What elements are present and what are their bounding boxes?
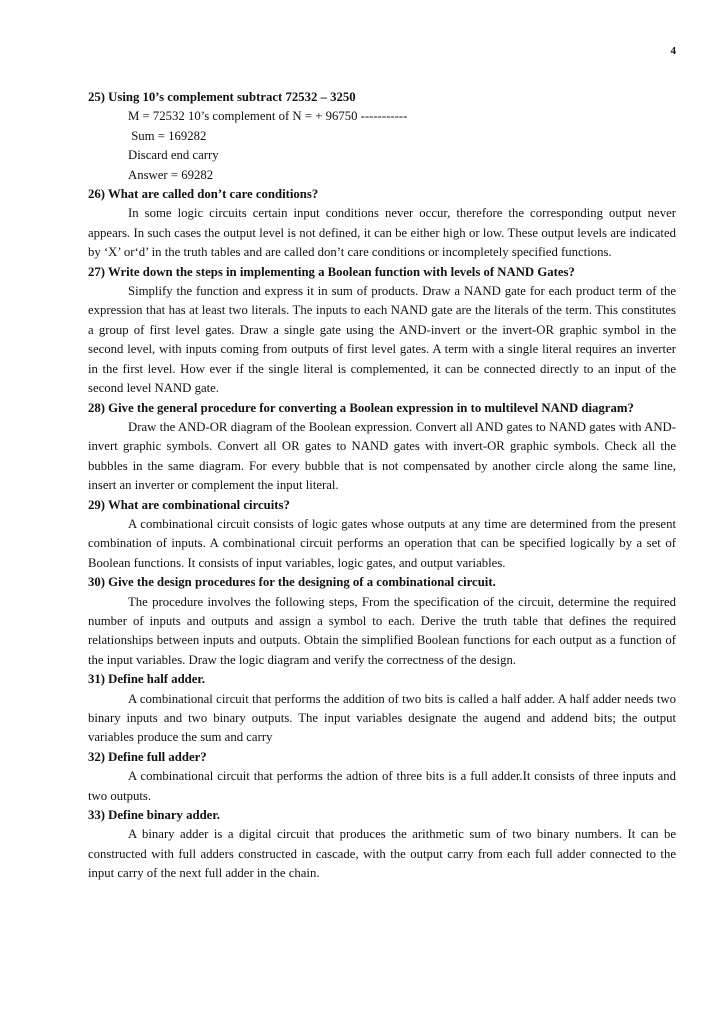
question-31-title: 31) Define half adder. bbox=[88, 672, 206, 687]
question-33-title: 33) Define binary adder. bbox=[88, 808, 220, 823]
question-30-title: 30) Give the design procedures for the designing of a combinational circuit. bbox=[88, 575, 496, 590]
document-body bbox=[88, 88, 676, 884]
question-27-title: 27) Write down the steps in implementing a Boolean function with levels of NAND Gates? bbox=[88, 264, 575, 279]
question-28-title: 28) Give the general procedure for converting a Boolean expression in to multilevel NAND diagram? bbox=[88, 400, 634, 415]
question-29-answer: A combinational circuit consists of logic gates whose outputs at any time are determined from the present combination of inputs. A combinational circuit performs an operation that can be specified logically by a set of Boolean functions. It consists of input variables, logic gates, and output variables. bbox=[88, 516, 676, 570]
question-28-answer: Draw the AND-OR diagram of the Boolean expression. Convert all AND gates to NAND gates with AND-invert graphic symbols. Convert all OR gates to NAND gates with invert-OR graphic symbols. Check all the bubbles in the same diagram. For every bubble that is not compensated by another circle along the same line, insert an inverter or complement the input literal. bbox=[88, 419, 676, 493]
question-27-answer: Simplify the function and express it in sum of products. Draw a NAND gate for each product term of the expression that has at least two literals. The inputs to each NAND gate are the literals of the term. This constitutes a group of first level gates. Draw a single gate using the AND-invert or the invert-OR graphic symbol in the second level, with inputs coming from outputs of first level gates. A term with a single literal requires an inverter in the first level. How ever if the single literal is complemented, it can be connected directly to an input of the second level NAND gate. bbox=[88, 284, 676, 396]
question-33-answer: A binary adder is a digital circuit that produces the arithmetic sum of two binary numbers. It can be constructed with full adders constructed in cascade, with the output carry from each full adder connected to the input carry of the next full adder in the chain. bbox=[88, 827, 676, 881]
question-25-line-1: M = 72532 10’s complement of N = + 96750 ----------- bbox=[128, 109, 408, 124]
page-number: 4 bbox=[670, 45, 676, 57]
question-25-line-2: Sum = 169282 bbox=[128, 128, 207, 143]
question-26-answer: In some logic circuits certain input conditions never occur, therefore the corresponding output never appears. In such cases the output level is not defined, it can be either high or low. These output levels are indicated by ‘X’ or‘d’ in the truth tables and are called don’t care conditions or incompletely specified functions. bbox=[88, 206, 676, 260]
question-29-title: 29) What are combinational circuits? bbox=[88, 497, 290, 512]
question-25-title: 25) Using 10’s complement subtract 72532 – 3250 bbox=[88, 90, 356, 104]
question-31-answer: A combinational circuit that performs the addition of two bits is called a half adder. A half adder needs two binary inputs and two binary outputs. The input variables designate the augend and addend bits; the output variables produce the sum and carry bbox=[88, 691, 676, 745]
question-32-title: 32) Define full adder? bbox=[88, 749, 207, 764]
question-30-answer: The procedure involves the following steps, From the specification of the circuit, determine the required number of inputs and outputs and assign a symbol to each. Derive the truth table that defines the required relationships between inputs and outputs. Obtain the simplified Boolean functions for each output as a function of the input variables. Draw the logic diagram and verify the correctness of the design. bbox=[88, 594, 676, 667]
question-26-title: 26) What are called don’t care conditions? bbox=[88, 187, 319, 202]
question-32-answer: A combinational circuit that performs the adtion of three bits is a full adder.It consists of three inputs and two outputs. bbox=[88, 769, 676, 803]
question-25-line-4: Answer = 69282 bbox=[128, 167, 214, 182]
question-25-line-3: Discard end carry bbox=[128, 148, 219, 163]
